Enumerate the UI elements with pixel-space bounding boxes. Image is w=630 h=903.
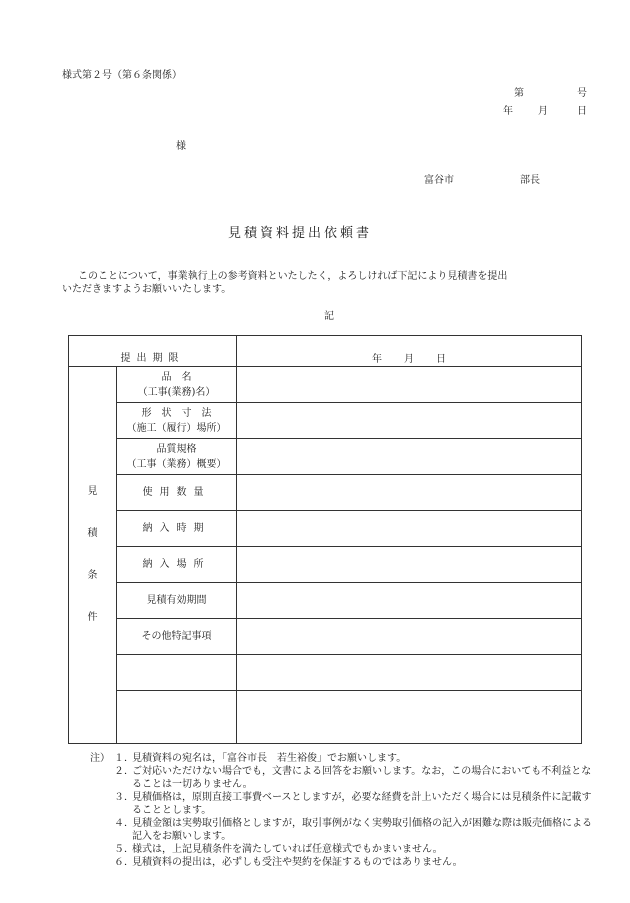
row-label-name-main: 品 名 bbox=[161, 371, 192, 383]
note-item bbox=[70, 843, 597, 856]
row-value-validity[interactable] bbox=[237, 583, 582, 619]
intro-line-2: いただきますようお願いいたします。 bbox=[62, 284, 232, 295]
row-label-quality-sub: （工事（業務）概要） bbox=[126, 458, 227, 470]
deadline-label: 提出期限 bbox=[69, 336, 237, 367]
row-label-blank-2[interactable] bbox=[117, 691, 237, 744]
date-year: 年 bbox=[503, 106, 513, 117]
condition-row-quantity bbox=[69, 475, 582, 511]
row-value-shape[interactable] bbox=[237, 403, 582, 439]
note-text: 見積金額は実勢取引価格としますが，取引事例がなく実勢取引価格の記入が困難な際は販売価格による記入をお願いします。 bbox=[132, 818, 592, 842]
row-value-blank-1[interactable] bbox=[237, 655, 582, 691]
deadline-year: 年 bbox=[372, 354, 382, 365]
note-number: ２． bbox=[114, 766, 134, 777]
note-number: ５． bbox=[114, 844, 134, 855]
row-label-name bbox=[117, 367, 237, 403]
note-text: 見積資料の宛名は，「富谷市長 若生裕俊」でお願いします。 bbox=[132, 753, 407, 764]
row-label-shape-main: 形 状 寸 法 bbox=[141, 407, 212, 419]
notes-section bbox=[70, 752, 597, 869]
row-label-quality bbox=[117, 439, 237, 475]
note-number: １． bbox=[114, 753, 134, 764]
condition-row-name bbox=[69, 367, 582, 403]
side-char-3: 条 bbox=[87, 570, 98, 581]
side-char-2: 積 bbox=[87, 528, 98, 539]
condition-row-quality bbox=[69, 439, 582, 475]
estimate-conditions-table bbox=[68, 335, 582, 744]
note-number: ６． bbox=[114, 857, 134, 868]
addressee-suffix: 様 bbox=[176, 141, 186, 152]
ki-label: 記 bbox=[324, 311, 334, 322]
issuer-city: 富谷市 bbox=[424, 175, 454, 186]
row-label-shape bbox=[117, 403, 237, 439]
note-item bbox=[70, 752, 597, 765]
notes-prefix: 注） bbox=[90, 753, 110, 764]
row-label-validity: 見積有効期間 bbox=[117, 583, 237, 619]
row-label-quantity: 使用数量 bbox=[117, 475, 237, 511]
row-value-quantity[interactable] bbox=[237, 475, 582, 511]
document-title: 見積資料提出依頼書 bbox=[228, 226, 373, 241]
note-item bbox=[70, 791, 597, 817]
row-value-delivery-time[interactable] bbox=[237, 511, 582, 547]
note-item bbox=[70, 817, 597, 843]
date-day: 日 bbox=[577, 106, 587, 117]
condition-row-blank-2 bbox=[69, 691, 582, 744]
note-text: 様式は，上記見積条件を満たしていれば任意様式でもかまいません。 bbox=[132, 844, 443, 855]
condition-row-delivery-time bbox=[69, 511, 582, 547]
note-number: ３． bbox=[114, 792, 134, 803]
row-value-name[interactable] bbox=[237, 367, 582, 403]
row-label-shape-sub: （施工（履行）場所） bbox=[126, 422, 227, 434]
estimate-conditions-side-label bbox=[69, 367, 117, 744]
side-char-4: 件 bbox=[87, 612, 98, 623]
condition-row-delivery-place bbox=[69, 547, 582, 583]
row-label-name-sub: （工事(業務)名） bbox=[137, 386, 216, 398]
row-label-blank-1[interactable] bbox=[117, 655, 237, 691]
deadline-month: 月 bbox=[404, 354, 414, 365]
note-text: ご対応いただけない場合でも，文書による回答をお願いします。なお，この場合においても不利益となることは一切ありません。 bbox=[132, 766, 592, 790]
row-value-quality[interactable] bbox=[237, 439, 582, 475]
note-number: ４． bbox=[114, 818, 134, 829]
condition-row-validity bbox=[69, 583, 582, 619]
row-label-quality-main: 品質規格 bbox=[156, 443, 197, 455]
deadline-row bbox=[69, 336, 582, 367]
doc-number-go: 号 bbox=[577, 88, 587, 99]
deadline-day: 日 bbox=[436, 354, 446, 365]
row-value-delivery-place[interactable] bbox=[237, 547, 582, 583]
note-item bbox=[70, 856, 597, 869]
note-item bbox=[70, 765, 597, 791]
issuer-title: 部長 bbox=[520, 175, 540, 186]
condition-row-notes bbox=[69, 619, 582, 655]
intro-line-1: このことについて，事業執行上の参考資料といたしたく，よろしければ下記により見積書を提出 bbox=[78, 271, 508, 282]
date-month: 月 bbox=[538, 106, 548, 117]
form-number: 様式第２号（第６条関係） bbox=[62, 70, 182, 81]
doc-number-dai: 第 bbox=[514, 88, 524, 99]
side-char-1: 見 bbox=[87, 486, 98, 497]
condition-row-blank-1 bbox=[69, 655, 582, 691]
row-label-delivery-time: 納入時期 bbox=[117, 511, 237, 547]
row-value-notes[interactable] bbox=[237, 619, 582, 655]
row-label-delivery-place: 納入場所 bbox=[117, 547, 237, 583]
row-label-notes: その他特記事項 bbox=[117, 619, 237, 655]
condition-row-shape bbox=[69, 403, 582, 439]
deadline-value[interactable] bbox=[237, 336, 582, 367]
note-text: 見積価格は，原則直接工事費ベースとしますが，必要な経費を計上いただく場合には見積条件に記載することとします。 bbox=[132, 792, 592, 816]
note-text: 見積資料の提出は，必ずしも受注や契約を保証するものではありません。 bbox=[132, 857, 463, 868]
row-value-blank-2[interactable] bbox=[237, 691, 582, 744]
